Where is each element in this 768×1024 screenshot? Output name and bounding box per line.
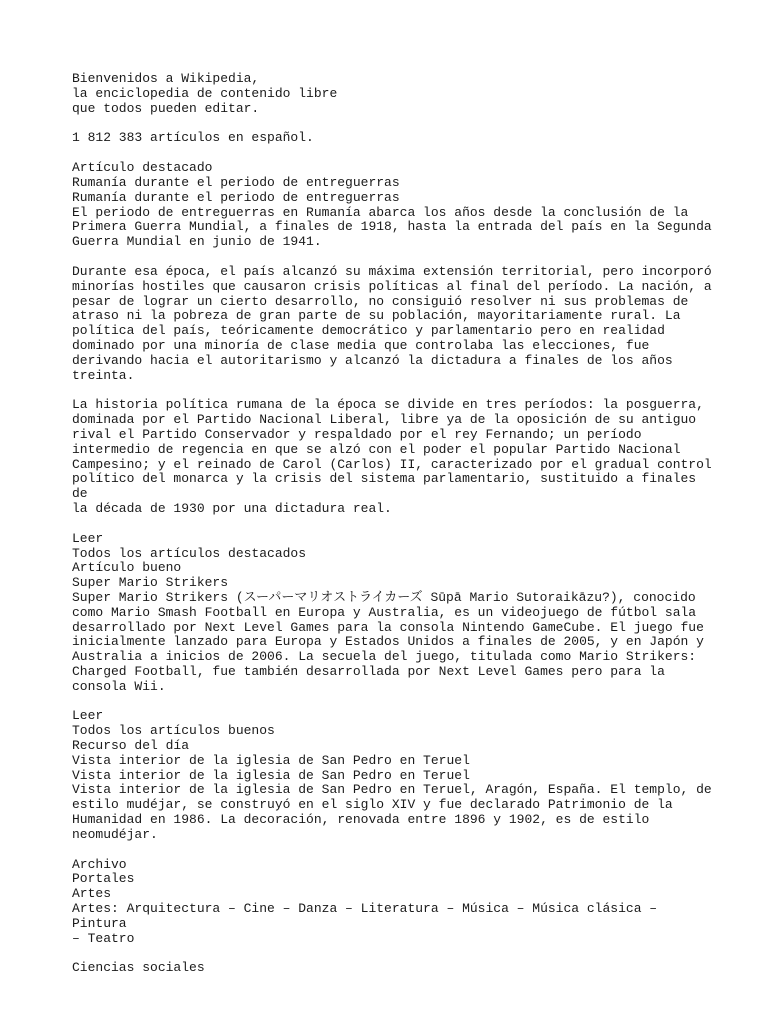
portals-heading: Portales xyxy=(72,871,135,887)
welcome-line-1: Bienvenidos a Wikipedia, xyxy=(72,71,260,86)
social-sciences-section xyxy=(72,961,712,976)
featured-title[interactable]: Rumanía durante el periodo de entreguerras xyxy=(72,189,400,205)
welcome-line-2: la enciclopedia de contenido libre xyxy=(72,85,338,101)
featured-paragraph-3: La historia política rumana de la época se divide en tres períodos: la posguerra, dominada por el Partido Nacional Liberal, libre ya de la oposición de su antiguo rival el Partido Conservador y respaldado por el rey Fernando; un período intermedio de regencia en que se alzó con el poder el popular Partido Nacional Campesino; y el reinado de Carol (Carlos) II, caracterizado por el gradual control político del monarca y la crisis del sistema parlamentario, sustituido a finales de la década de 1930 por una dictadura real. xyxy=(72,397,712,516)
featured-paragraph-2: Durante esa época, el país alcanzó su máxima extensión territorial, pero incorporó minorías hostiles que causaron crisis políticas al final del período. La nación, a pesar de lograr un cierto desarrollo, no consiguió resolver ni sus problemas de atraso ni la pobreza de gran parte de su población, mayoritariamente rural. La política del país, teóricamente democrático y parlamentario pero en realidad dominado por una minoría de clase media que controlaba las elecciones, fue derivando hacia el autoritarismo y alcanzó la dictadura a finales de los años treinta. xyxy=(72,263,712,383)
welcome-line-3: que todos pueden editar. xyxy=(72,100,260,116)
good-heading: Artículo bueno xyxy=(72,560,182,576)
social-sciences-heading[interactable]: Ciencias sociales xyxy=(72,960,205,976)
article-count: 1 812 383 artículos en español. xyxy=(72,130,314,146)
featured-paragraph-3-block xyxy=(72,398,712,516)
featured-all-link[interactable]: Todos los artículos destacados xyxy=(72,545,307,561)
featured-title-link[interactable]: Rumanía durante el periodo de entreguerras xyxy=(72,174,400,190)
featured-read-link[interactable]: Leer xyxy=(72,530,104,546)
resource-section xyxy=(72,709,712,842)
page-content xyxy=(72,72,712,991)
featured-article-section xyxy=(72,161,712,250)
resource-title[interactable]: Vista interior de la iglesia de San Pedro en Teruel xyxy=(72,767,470,783)
featured-heading: Artículo destacado xyxy=(72,160,213,176)
welcome-block xyxy=(72,72,712,116)
featured-paragraph-2-block xyxy=(72,265,712,383)
featured-paragraph-1: El periodo de entreguerras en Rumanía abarca los años desde la conclusión de la Primera Guerra Mundial, a finales de 1918, hasta la entrada del país en la Segunda Guerra Mundial en junio de 1941. xyxy=(72,204,712,250)
resource-title-link[interactable]: Vista interior de la iglesia de San Pedro en Teruel xyxy=(72,752,470,768)
arts-heading-link[interactable]: Artes xyxy=(72,886,112,902)
good-title-link[interactable]: Super Mario Strikers xyxy=(72,575,229,591)
article-count-block xyxy=(72,131,712,146)
arts-list[interactable]: Artes: Arquitectura – Cine – Danza – Literatura – Música – Música clásica – Pintura – Teatro xyxy=(72,901,658,946)
good-paragraph: Super Mario Strikers (スーパーマリオストライカーズ Sūpā Mario Sutoraikāzu?), conocido como Mario Smash Football en Europa y Australia, es un videojuego de fútbol sala desarrollado por Next Level Games para la consola Nintendo GameCube. El juego fue inicialmente lanzado para Europa y Estados Unidos a finales de 2005, y en Japón y Australia a inicios de 2006. La secuela del juego, titulada como Mario Strikers: Charged Football, fue también desarrollada por Next Level Games pero para la consola Wii. xyxy=(72,589,704,694)
portals-section xyxy=(72,858,712,947)
archive-link[interactable]: Archivo xyxy=(72,856,127,872)
good-read-link[interactable]: Leer xyxy=(72,708,104,724)
good-all-link[interactable]: Todos los artículos buenos xyxy=(72,723,275,739)
resource-heading: Recurso del día xyxy=(72,738,190,754)
good-article-section xyxy=(72,532,712,695)
resource-paragraph: Vista interior de la iglesia de San Pedro en Teruel, Aragón, España. El templo, de estilo mudéjar, se construyó en el siglo XIV y fue declarado Patrimonio de la Humanidad en 1986. La decoración, renovada entre 1896 y 1902, es de estilo neomudéjar. xyxy=(72,782,712,842)
